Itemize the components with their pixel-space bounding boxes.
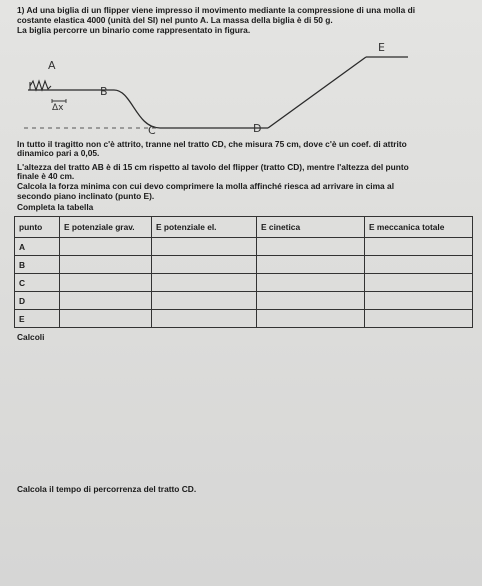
label-b: B bbox=[100, 85, 108, 98]
header-punto: punto bbox=[15, 217, 60, 238]
row-point-label: B bbox=[15, 256, 60, 274]
table-cell[interactable] bbox=[257, 238, 365, 256]
table-cell[interactable] bbox=[60, 310, 152, 328]
final-question: Calcola il tempo di percorrenza del tratto CD. bbox=[17, 484, 197, 494]
question-text-line-2: secondo piano inclinato (punto E). bbox=[17, 191, 155, 201]
label-a: A bbox=[48, 59, 56, 72]
track-diagram bbox=[0, 0, 482, 140]
friction-text-line-1: In tutto il tragitto non c'è attrito, tranne nel tratto CD, che misura 75 cm, dove c'è un coef. di attrito bbox=[17, 139, 407, 149]
problem-text-line-2: costante elastica 4000 (unità del SI) nel punto A. La massa della biglia è di 50 g. bbox=[17, 15, 333, 25]
row-point-label: E bbox=[15, 310, 60, 328]
table-row bbox=[15, 274, 473, 292]
table-cell[interactable] bbox=[365, 274, 473, 292]
table-instruction: Completa la tabella bbox=[17, 202, 94, 212]
track-incline-de bbox=[268, 57, 366, 128]
table-row bbox=[15, 292, 473, 310]
row-point-label: C bbox=[15, 274, 60, 292]
table-cell[interactable] bbox=[257, 292, 365, 310]
table-cell[interactable] bbox=[365, 292, 473, 310]
table-cell[interactable] bbox=[152, 292, 257, 310]
table-cell[interactable] bbox=[152, 274, 257, 292]
energy-table bbox=[14, 216, 473, 328]
table-cell[interactable] bbox=[152, 256, 257, 274]
calcoli-label: Calcoli bbox=[17, 332, 45, 342]
table-cell[interactable] bbox=[365, 238, 473, 256]
header-gravitational-potential-energy: E potenziale grav. bbox=[60, 217, 152, 238]
label-d: D bbox=[253, 122, 262, 135]
table-cell[interactable] bbox=[60, 238, 152, 256]
table-header-row bbox=[15, 217, 473, 238]
header-total-mechanical-energy: E meccanica totale bbox=[365, 217, 473, 238]
label-e: E bbox=[378, 41, 385, 54]
table-cell[interactable] bbox=[60, 292, 152, 310]
table-cell[interactable] bbox=[60, 274, 152, 292]
table-cell[interactable] bbox=[257, 256, 365, 274]
table-row bbox=[15, 310, 473, 328]
track-curve-bc bbox=[114, 90, 160, 128]
label-delta-x: Δx bbox=[52, 103, 64, 113]
label-c: C bbox=[148, 124, 156, 137]
table-row bbox=[15, 256, 473, 274]
problem-text-line-3: La biglia percorre un binario come rappresentato in figura. bbox=[17, 25, 251, 35]
table-row bbox=[15, 238, 473, 256]
row-point-label: D bbox=[15, 292, 60, 310]
table-cell[interactable] bbox=[152, 238, 257, 256]
table-cell[interactable] bbox=[257, 274, 365, 292]
problem-text-line-1: 1) Ad una biglia di un flipper viene impresso il movimento mediante la compressione di una molla di bbox=[17, 5, 416, 15]
friction-text-line-2: dinamico pari a 0,05. bbox=[17, 148, 100, 158]
height-text-line-1: L'altezza del tratto AB è di 15 cm rispetto al tavolo del flipper (tratto CD), mentre l'altezza del punto bbox=[17, 162, 409, 172]
spring-shape bbox=[30, 81, 51, 90]
question-text-line-1: Calcola la forza minima con cui devo comprimere la molla affinché riesca ad arrivare in cima al bbox=[17, 181, 395, 191]
header-kinetic-energy: E cinetica bbox=[257, 217, 365, 238]
table-cell[interactable] bbox=[257, 310, 365, 328]
table-cell[interactable] bbox=[60, 256, 152, 274]
height-text-line-2: finale è 40 cm. bbox=[17, 171, 75, 181]
row-point-label: A bbox=[15, 238, 60, 256]
table-cell[interactable] bbox=[152, 310, 257, 328]
table-cell[interactable] bbox=[365, 256, 473, 274]
table-cell[interactable] bbox=[365, 310, 473, 328]
header-elastic-potential-energy: E potenziale el. bbox=[152, 217, 257, 238]
